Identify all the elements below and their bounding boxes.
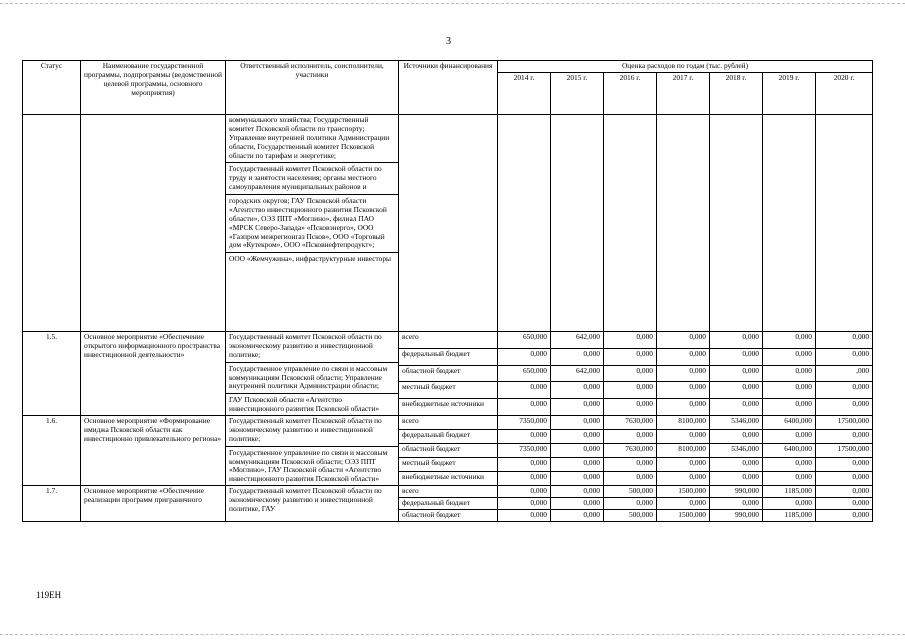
amount-cell: 0,000 xyxy=(657,332,710,349)
amount-cell: 0,000 xyxy=(498,486,551,498)
executor-paragraph: Государственное управление по связи и массовым коммуникациям Псковской области; Управление внутренней политики Администрации области; xyxy=(229,363,388,391)
amount-cell: 0,000 xyxy=(816,348,873,365)
funding-source-label: областной бюджет xyxy=(399,509,498,521)
header-year: 2019 г. xyxy=(763,73,816,115)
measure-row xyxy=(23,332,873,349)
amount-cell: 0,000 xyxy=(551,486,604,498)
measure-name: Основное мероприятие «Формирование имиджа Псковской области как инвестиционно привлекательного региона» xyxy=(81,416,226,486)
amount-cell: 0,000 xyxy=(816,430,873,444)
amount-cell: 0,000 xyxy=(604,399,657,416)
amount-cell: 0,000 xyxy=(710,365,763,382)
measure-status: 1.5. xyxy=(23,332,81,416)
page-number: 3 xyxy=(446,36,451,47)
amount-cell: 0,000 xyxy=(551,348,604,365)
amount-cell: 0,000 xyxy=(551,430,604,444)
amount-cell: 0,000 xyxy=(763,332,816,349)
amount-cell: 0,000 xyxy=(816,486,873,498)
continuation-status xyxy=(23,115,81,332)
funding-source-label: всего xyxy=(399,486,498,498)
amount-cell: 0,000 xyxy=(763,365,816,382)
funding-source-label: федеральный бюджет xyxy=(399,498,498,510)
amount-cell: 17500,000 xyxy=(816,444,873,458)
measure-name: Основное мероприятие «Обеспечение открытого информационного пространства инвестиционной деятельности» xyxy=(81,332,226,416)
header-program-name: Наименование государственной программы, подпрограммы (ведомственной целевой программы, основного мероприятия) xyxy=(81,61,226,115)
amount-cell: 0,000 xyxy=(816,399,873,416)
amount-cell: 0,000 xyxy=(710,472,763,486)
amount-cell: 0,000 xyxy=(551,444,604,458)
scan-edge-top xyxy=(0,3,905,4)
amount-cell: 0,000 xyxy=(498,458,551,472)
funding-source-label: федеральный бюджет xyxy=(399,348,498,365)
amount-cell: 0,000 xyxy=(604,332,657,349)
amount-cell: 0,000 xyxy=(657,382,710,399)
measure-status: 1.7. xyxy=(23,486,81,522)
amount-cell: 0,000 xyxy=(763,458,816,472)
measure-executor xyxy=(226,332,399,416)
executor-paragraph: Государственный комитет Псковской области по труду и занятости населения; органы местного самоуправления муниципальных районов и xyxy=(229,164,382,192)
amount-cell: 5346,000 xyxy=(710,416,763,430)
amount-cell: 990,000 xyxy=(710,509,763,521)
funding-source-label: местный бюджет xyxy=(399,458,498,472)
amount-cell: 7630,000 xyxy=(604,416,657,430)
funding-source-label: всего xyxy=(399,416,498,430)
amount-cell: 642,000 xyxy=(551,365,604,382)
amount-cell: 0,000 xyxy=(816,472,873,486)
amount-cell: 0,000 xyxy=(657,498,710,510)
amount-cell: 0,000 xyxy=(551,498,604,510)
amount-cell: 0,000 xyxy=(498,509,551,521)
amount-cell: 0,000 xyxy=(710,399,763,416)
amount-cell: 0,000 xyxy=(604,348,657,365)
measure-executor xyxy=(226,416,399,486)
amount-cell: 6400,000 xyxy=(763,444,816,458)
amount-cell: 7350,000 xyxy=(498,416,551,430)
amount-cell: 0,000 xyxy=(498,348,551,365)
header-sources: Источники финансирования xyxy=(399,61,498,115)
funding-source-label: федеральный бюджет xyxy=(399,430,498,444)
amount-cell: 0,000 xyxy=(604,498,657,510)
executor-paragraph: Государственное управление по связи и массовым коммуникациям Псковской области; ОЭЗ ППТ «Моглино», ГАУ Псковской области «Агентство инвестиционного развития Псковской области» xyxy=(229,447,388,484)
executor-paragraph: Государственный комитет Псковской области по экономическому развитию и инвестиционной политике; xyxy=(229,416,382,443)
amount-cell: 0,000 xyxy=(710,458,763,472)
amount-cell: 0,000 xyxy=(498,399,551,416)
amount-cell: 0,000 xyxy=(763,399,816,416)
amount-cell: 6400,000 xyxy=(763,416,816,430)
amount-cell: 0,000 xyxy=(710,430,763,444)
header-status: Статус xyxy=(23,61,81,115)
amount-cell: 500,000 xyxy=(604,509,657,521)
continuation-name xyxy=(81,115,226,332)
measure-status: 1.6. xyxy=(23,416,81,486)
header-executor: Ответственный исполнитель, соисполнители, участники xyxy=(226,61,399,115)
amount-cell: 0,000 xyxy=(710,332,763,349)
executor-paragraph: ГАУ Псковской области «Агентство инвестиционного развития Псковской области» xyxy=(229,395,380,414)
amount-cell: 0,000 xyxy=(763,498,816,510)
amount-cell: 0,000 xyxy=(816,458,873,472)
amount-cell: 0,000 xyxy=(551,472,604,486)
amount-cell: 0,000 xyxy=(498,498,551,510)
funding-source-label: местный бюджет xyxy=(399,382,498,399)
budget-table xyxy=(22,60,873,522)
amount-cell: 0,000 xyxy=(657,458,710,472)
amount-cell: 8100,000 xyxy=(657,444,710,458)
funding-source-label: областной бюджет xyxy=(399,365,498,382)
amount-cell: 0,000 xyxy=(604,458,657,472)
continuation-row xyxy=(23,115,873,332)
amount-cell: 0,000 xyxy=(551,458,604,472)
amount-cell: 0,000 xyxy=(816,382,873,399)
amount-cell: 0,000 xyxy=(657,365,710,382)
funding-source-label: внебюджетные источники xyxy=(399,472,498,486)
executor-paragraph: коммунального хозяйства; Государственный комитет Псковской области по транспорту; Управление внутренней политики Администрации области, Государственный комитет Псковской области по тарифам и энергетике; xyxy=(229,115,390,160)
header-year: 2017 г. xyxy=(657,73,710,115)
amount-cell: 0,000 xyxy=(657,399,710,416)
amount-cell: 0,000 xyxy=(551,399,604,416)
amount-cell: 500,000 xyxy=(604,486,657,498)
amount-cell: 0,000 xyxy=(816,332,873,349)
amount-cell: 0,000 xyxy=(604,430,657,444)
amount-cell: 650,000 xyxy=(498,365,551,382)
executor-paragraph: городских округов; ГАУ Псковской области «Агентство инвестиционного развития Псковской области», ОЭЗ ППТ «Моглино», филиал ПАО «МРСК Северо-Запада» «Псковэнерго», ООО «Газпром межрегионгаз Псков», ООО «Торговый дом «Кутекром», ООО «Псковнефтепродукт»; xyxy=(229,196,387,250)
amount-cell: 0,000 xyxy=(710,382,763,399)
amount-cell: 642,000 xyxy=(551,332,604,349)
amount-cell: 0,000 xyxy=(816,498,873,510)
footer-code: 119ЕН xyxy=(36,590,62,600)
funding-source-label: областной бюджет xyxy=(399,444,498,458)
funding-source-label: всего xyxy=(399,332,498,349)
amount-cell: 0,000 xyxy=(604,382,657,399)
funding-source-label: внебюджетные источники xyxy=(399,399,498,416)
measure-name: Основное мероприятие «Обеспечение реализации программ приграничного xyxy=(81,486,226,522)
header-year: 2015 г. xyxy=(551,73,604,115)
amount-cell: 0,000 xyxy=(498,472,551,486)
header-estimate: Оценка расходов по годам (тыс. рублей) xyxy=(498,61,873,73)
amount-cell: 1500,000 xyxy=(657,509,710,521)
amount-cell: 0,000 xyxy=(498,430,551,444)
amount-cell: 0,000 xyxy=(604,472,657,486)
amount-cell: 0,000 xyxy=(551,382,604,399)
measure-row xyxy=(23,416,873,430)
amount-cell: 1185,000 xyxy=(763,509,816,521)
amount-cell: 17500,000 xyxy=(816,416,873,430)
amount-cell: 0,000 xyxy=(763,430,816,444)
amount-cell: 7350,000 xyxy=(498,444,551,458)
amount-cell: 5346,000 xyxy=(710,444,763,458)
amount-cell: 990,000 xyxy=(710,486,763,498)
amount-cell: ,000 xyxy=(816,365,873,382)
amount-cell: 7630,000 xyxy=(604,444,657,458)
amount-cell: 8100,000 xyxy=(657,416,710,430)
executor-paragraph: ООО «Жемчужина», инфраструктурные инвесторы xyxy=(229,254,391,264)
continuation-executor xyxy=(226,115,399,332)
amount-cell: 0,000 xyxy=(604,365,657,382)
amount-cell: 0,000 xyxy=(763,382,816,399)
amount-cell: 0,000 xyxy=(498,382,551,399)
header-year: 2016 г. xyxy=(604,73,657,115)
amount-cell: 0,000 xyxy=(657,472,710,486)
amount-cell: 0,000 xyxy=(657,430,710,444)
measure-row xyxy=(23,486,873,498)
executor-paragraph: Государственный комитет Псковской области по экономическому развитию и инвестиционной политике; xyxy=(229,332,382,359)
amount-cell: 0,000 xyxy=(657,348,710,365)
header-year: 2020 г. xyxy=(816,73,873,115)
measure-executor xyxy=(226,486,399,522)
amount-cell: 650,000 xyxy=(498,332,551,349)
header-year: 2014 г. xyxy=(498,73,551,115)
amount-cell: 0,000 xyxy=(710,498,763,510)
header-year: 2018 г. xyxy=(710,73,763,115)
amount-cell: 0,000 xyxy=(551,416,604,430)
amount-cell: 0,000 xyxy=(551,509,604,521)
amount-cell: 0,000 xyxy=(763,472,816,486)
amount-cell: 0,000 xyxy=(816,509,873,521)
amount-cell: 1500,000 xyxy=(657,486,710,498)
amount-cell: 0,000 xyxy=(710,348,763,365)
scan-edge-bottom xyxy=(0,634,905,635)
amount-cell: 0,000 xyxy=(763,348,816,365)
executor-paragraph: Государственный комитет Псковской области по экономическому развитию и инвестиционной политике, ГАУ xyxy=(229,486,382,513)
amount-cell: 1185,000 xyxy=(763,486,816,498)
